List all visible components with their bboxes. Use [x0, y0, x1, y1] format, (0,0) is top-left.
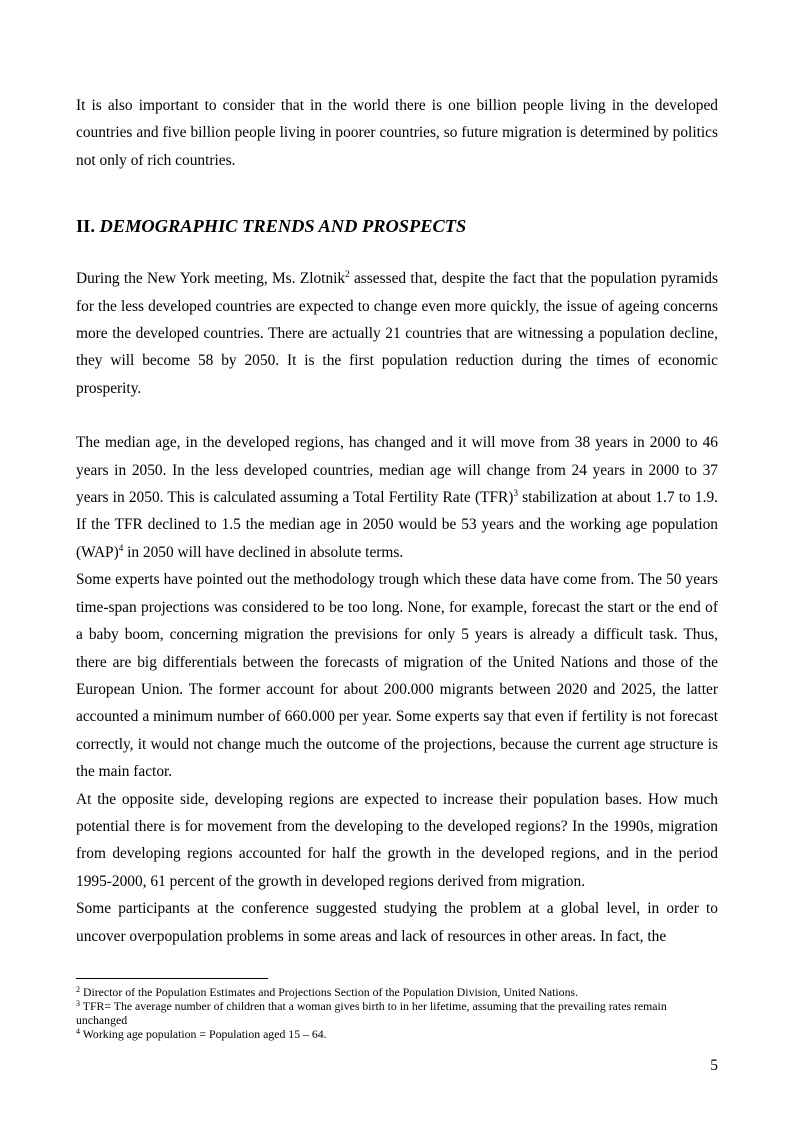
footnote-3: [76, 999, 718, 1027]
footnote-text: Director of the Population Estimates and Projections Section of the Population Division, United Nations.: [80, 985, 579, 999]
text-run: in 2050 will have declined in absolute terms.: [123, 543, 404, 561]
footnotes: [76, 985, 718, 1041]
footnote-text: Working age population = Population aged 15 – 64.: [80, 1027, 327, 1041]
page-body: [76, 92, 718, 950]
section-heading: [76, 214, 718, 238]
footnote-mark: 2: [76, 985, 80, 994]
paragraph-zlotnik: [76, 265, 718, 402]
footnote-2: [76, 985, 718, 999]
paragraph-intro: It is also important to consider that in the world there is one billion people living in the developed countries and five billion people living in poorer countries, so future migration is determined by politics not only of rich countries.: [76, 97, 718, 169]
footnote-4: [76, 1027, 718, 1041]
text-run: assessed that, despite the fact that the population pyramids for the less developed countries are expected to change even more quickly, the issue of ageing concerns more the developed countries. There are actually 21 countries that are witnessing a population decline, they will become 58 by 2050. It is the first population reduction during the times of economic prosperity.: [76, 270, 718, 397]
footnote-text: TFR= The average number of children that a woman gives birth to in her lifetime, assuming that the prevailing rates remain unchanged: [76, 999, 667, 1027]
page-number: 5: [710, 1057, 718, 1074]
footnote-mark: 3: [76, 999, 80, 1008]
footnote-mark: 4: [76, 1027, 80, 1036]
footnote-ref-2: 2: [345, 269, 350, 280]
section-title: DEMOGRAPHIC TRENDS AND PROSPECTS: [99, 216, 467, 237]
text-run: stabilization at about 1.7 to 1.9. If the TFR declined to 1.5 the median age in 2050 would be 53 years and the working age population (WAP): [76, 489, 718, 561]
paragraph-methodology: Some experts have pointed out the methodology trough which these data have come from. The 50 years time-span projections was considered to be too long. None, for example, forecast the start or the end of a baby boom, concerning migration the previsions for only 5 years is already a difficult task. Thus, there are big differentials between the forecasts of migration of the United Nations and those of the European Union. The former account for about 200.000 migrants between 2020 and 2025, the latter accounted a minimum number of 660.000 per year. Some experts say that even if fertility is not forecast correctly, it would not change much the outcome of the projections, because the current age structure is the main factor.: [76, 571, 718, 781]
text-run: The median age, in the developed regions, has changed and it will move from 38 years in 2000 to 46 years in 2050. In the less developed countries, median age will change from 24 years in 2000 to 37 years in 2050. This is calculated assuming a Total Fertility Rate (TFR): [76, 434, 718, 507]
paragraph-median-age: [76, 429, 718, 566]
paragraph-global-level: Some participants at the conference suggested studying the problem at a global level, in order to uncover overpopulation problems in some areas and lack of resources in other areas. In fact, the: [76, 900, 718, 945]
footnote-divider: [76, 978, 268, 979]
footnote-ref-3: 3: [513, 488, 518, 499]
footnote-ref-4: 4: [118, 542, 124, 553]
paragraph-developing-regions: At the opposite side, developing regions are expected to increase their population bases. How much potential there is for movement from the developing to the developed regions? In the 1990s, migration from developing regions accounted for half the growth in the developed regions, and in the period 1995-2000, 61 percent of the growth in developed regions derived from migration.: [76, 790, 718, 890]
text-run: During the New York meeting, Ms. Zlotnik: [76, 270, 346, 288]
section-number: II.: [76, 216, 95, 237]
